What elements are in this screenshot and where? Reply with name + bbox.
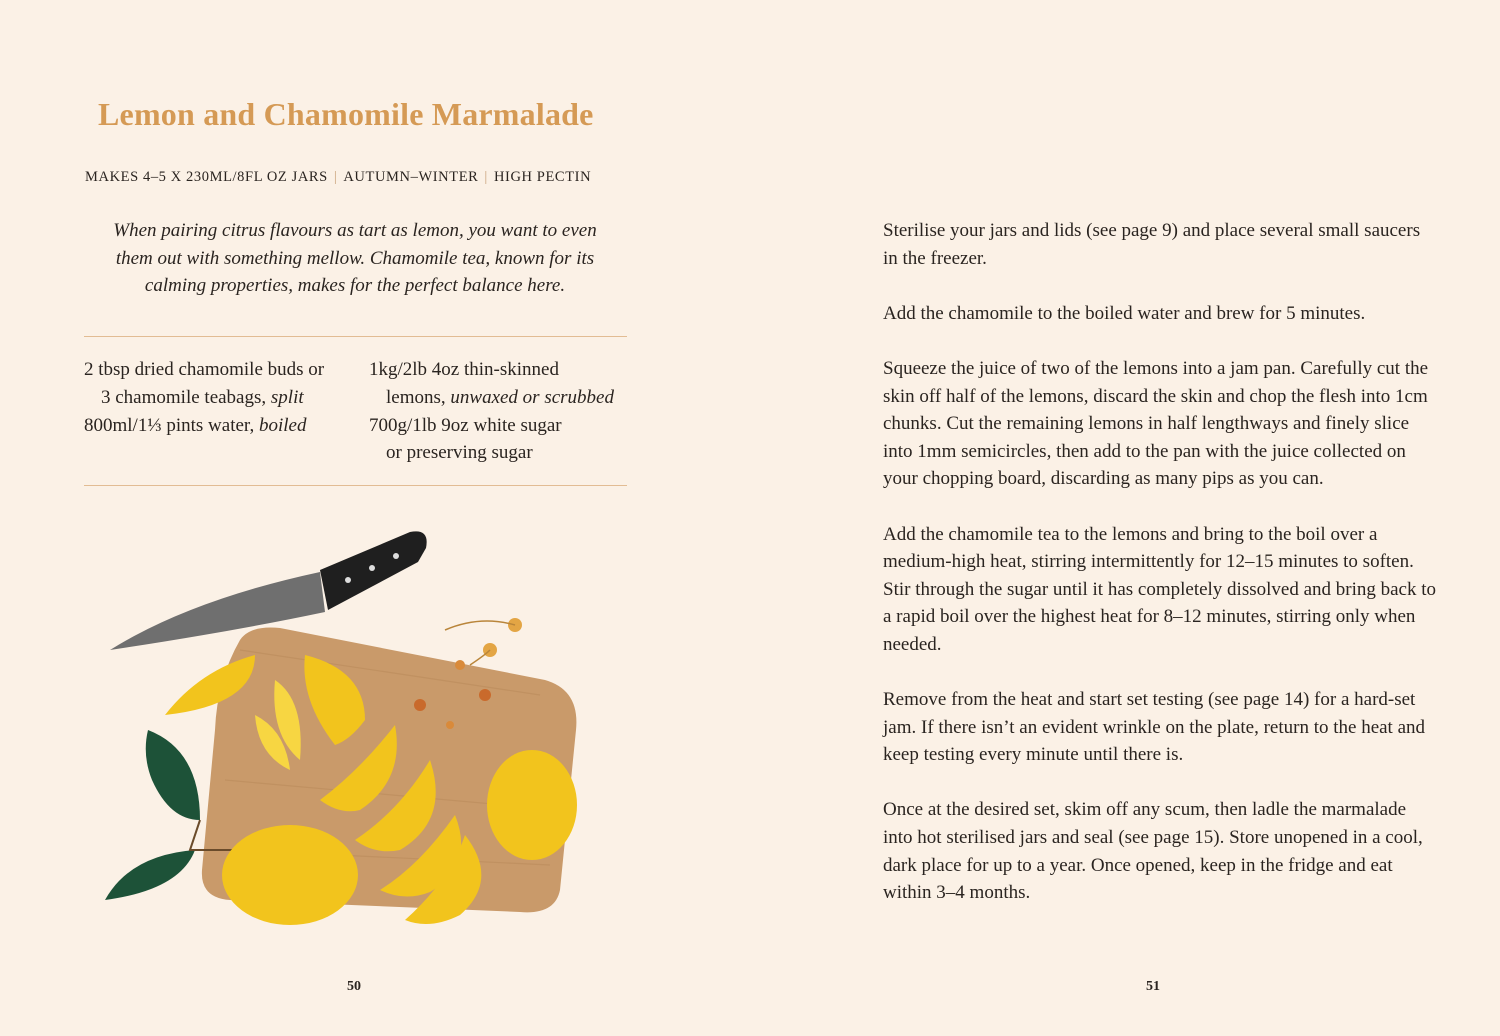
recipe-meta — [85, 169, 645, 186]
method-step: Add the chamomile tea to the lemons and bring to the boil over a medium-high heat, stirring intermittently for 12–15 minutes to soften. Stir through the sugar until it has completely dissolved and bring back to a rapid boil over the highest heat for 8–12 minutes, stirring only when needed. — [883, 523, 1437, 655]
meta-separator: | — [333, 169, 338, 185]
season-label: AUTUMN–WINTER — [343, 169, 479, 185]
ingredient-item: 700g/1lb 9oz white sugar or preserving sugar — [369, 414, 562, 464]
lemon-cutting-board-illustration — [90, 520, 610, 940]
chamomile-bud — [446, 721, 454, 729]
right-page — [750, 0, 1500, 1036]
chamomile-bud — [414, 699, 426, 711]
method-step: Once at the desired set, skim off any scum, then ladle the marmalade into hot sterilised jars and seal (see page 15). Store unopened in a cool, dark place for up to a year. Once opened, keep in the fridge and eat within 3–4 months. — [883, 799, 1423, 904]
ingredients-column-1 — [84, 356, 369, 439]
page-number-left: 50 — [347, 979, 361, 994]
method-step: Remove from the heat and start set testing (see page 14) for a hard-set jam. If there isn’t an evident wrinkle on the plate, return to the heat and keep testing every minute until there is. — [883, 689, 1426, 766]
method-step: Add the chamomile to the boiled water and brew for 5 minutes. — [883, 302, 1366, 324]
leaf — [146, 730, 200, 820]
whole-lemon — [222, 825, 358, 925]
method-step: Sterilise your jars and lids (see page 9) and place several small saucers in the freezer. — [883, 220, 1421, 269]
page-number-right: 51 — [1146, 979, 1160, 994]
method-step: Squeeze the juice of two of the lemons into a jam pan. Carefully cut the skin off half of the lemons, discard the skin and chop the flesh into 1cm chunks. Cut the remaining lemons in half lengthways and finely slice into 1mm semicircles, then add to the pan with the juice collected on your chopping board, discarding as many pips as you can. — [883, 357, 1429, 490]
ingredient-item: 2 tbsp dried chamomile buds or 3 chamomile teabags, split — [84, 359, 325, 408]
chamomile-bud — [479, 689, 491, 701]
divider-bottom — [84, 485, 627, 486]
chamomile-bud — [455, 660, 465, 670]
recipe-intro: When pairing citrus flavours as tart as lemon, you want to even them out with something mellow. Chamomile tea, known for its calming properties, makes for the perfect balance here. — [113, 220, 597, 296]
meta-separator: | — [484, 169, 488, 185]
ingredient-item: 800ml/1⅓ pints water, boiled — [84, 414, 307, 436]
whole-lemon — [487, 750, 577, 860]
divider-top — [84, 336, 627, 337]
recipe-title: Lemon and Chamomile Marmalade — [98, 96, 594, 132]
ingredients-column-2 — [369, 356, 649, 467]
yield-label: MAKES 4–5 X 230ML/8FL OZ JARS — [85, 169, 328, 185]
method-steps — [883, 217, 1438, 934]
ingredient-item: 1kg/2lb 4oz thin-skinned lemons, unwaxed or scrubbed — [369, 359, 614, 408]
pectin-label: HIGH PECTIN — [493, 169, 592, 185]
leaf — [105, 850, 195, 900]
